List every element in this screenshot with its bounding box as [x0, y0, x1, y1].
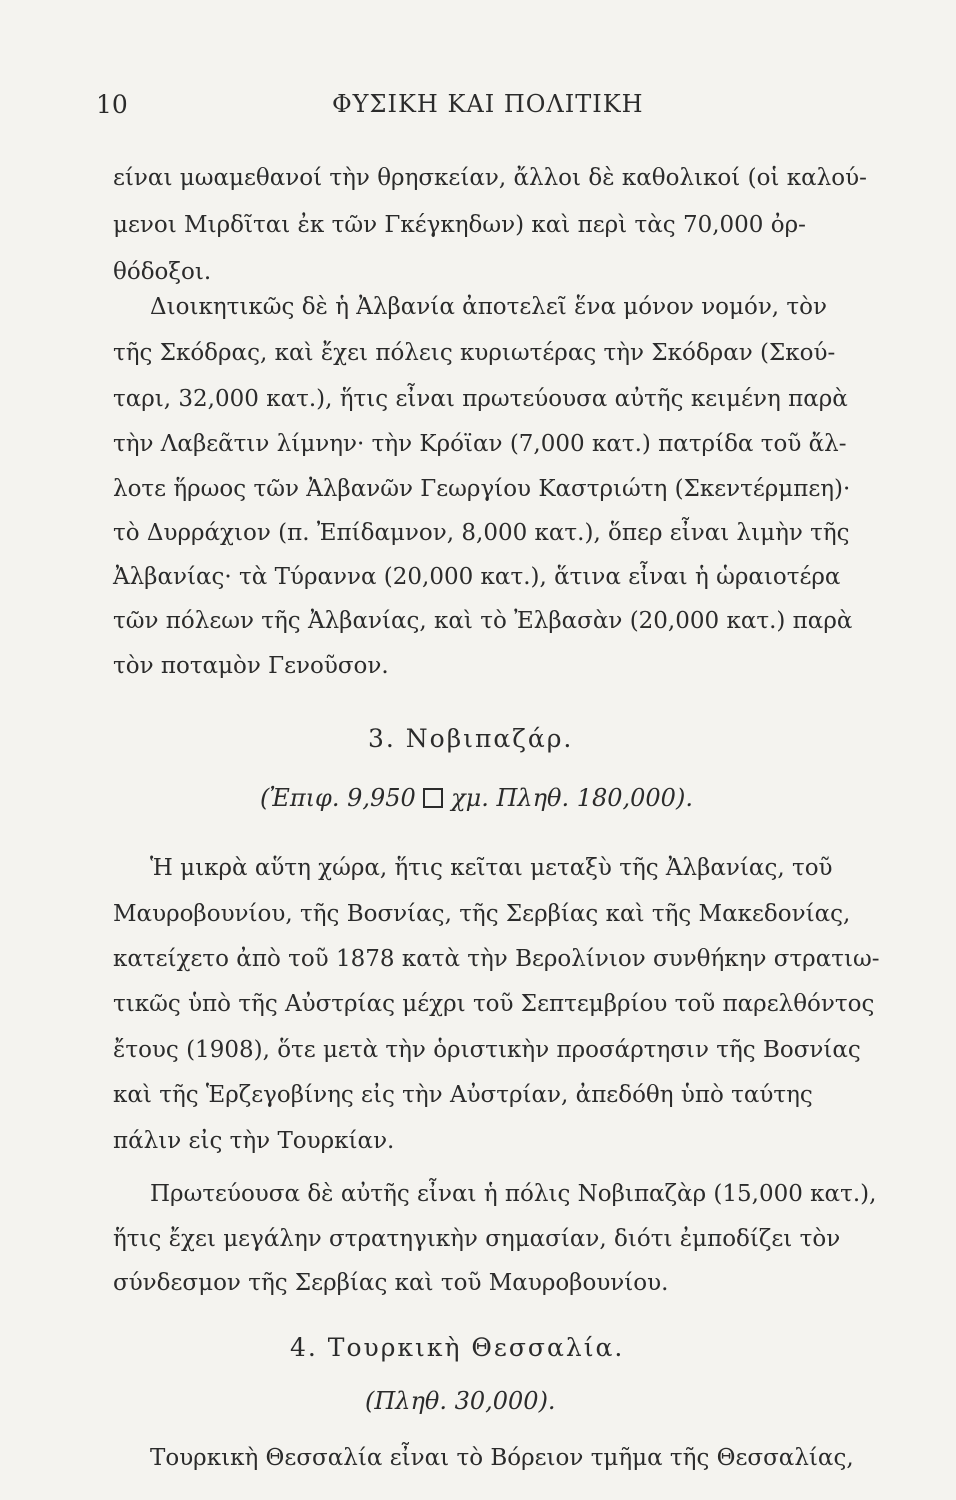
- page-number: 10: [96, 90, 128, 119]
- text-line: πάλιν εἰς τὴν Τουρκίαν.: [113, 1128, 395, 1154]
- section-meta: (Πληθ. 30,000).: [365, 1387, 556, 1415]
- text-line: τὴν Λαβεᾶτιν λίμνην· τὴν Κρόϊαν (7,000 κατ.) πατρίδα τοῦ ἄλ-: [113, 431, 847, 457]
- text-line: Ἀλβανίας· τὰ Τύραννα (20,000 κατ.), ἅτινα εἶναι ἡ ὡραιοτέρα: [113, 564, 841, 590]
- running-title: ΦΥΣΙΚΗ ΚΑΙ ΠΟΛΙΤΙΚΗ: [332, 90, 644, 118]
- text-line: τῆς Σκόδρας, καὶ ἔχει πόλεις κυριωτέρας τὴν Σκόδραν (Σκού-: [113, 340, 836, 366]
- text-line: ταρι, 32,000 κατ.), ἥτις εἶναι πρωτεύουσα αὐτῆς κειμένη παρὰ: [113, 386, 848, 412]
- text-line: Μαυροβουνίου, τῆς Βοσνίας, τῆς Σερβίας καὶ τῆς Μακεδονίας,: [113, 901, 851, 927]
- square-symbol-icon: [423, 788, 443, 808]
- text-line: τῶν πόλεων τῆς Ἀλβανίας, καὶ τὸ Ἐλβασὰν (20,000 κατ.) παρὰ: [113, 608, 853, 634]
- section-title: 4. Τουρκικὴ Θεσσαλία.: [290, 1333, 625, 1362]
- text-line: Ἡ μικρὰ αὕτη χώρα, ἥτις κεῖται μεταξὺ τῆς Ἀλβανίας, τοῦ: [150, 855, 833, 881]
- text-line: τικῶς ὑπὸ τῆς Αὐστρίας μέχρι τοῦ Σεπτεμβρίου τοῦ παρελθόντος: [113, 991, 875, 1017]
- text-line: τὸ Δυρράχιον (π. Ἐπίδαμνον, 8,000 κατ.), ὅπερ εἶναι λιμὴν τῆς: [113, 520, 850, 546]
- section-meta: [260, 784, 693, 812]
- text-line: θόδοξοι.: [113, 259, 212, 285]
- text-line: καὶ τῆς Ἑρζεγοβίνης εἰς τὴν Αὐστρίαν, ἀπεδόθη ὑπὸ ταύτης: [113, 1082, 813, 1108]
- text-line: ἔτους (1908), ὅτε μετὰ τὴν ὁριστικὴν προσάρτησιν τῆς Βοσνίας: [113, 1037, 861, 1063]
- area-label: (Ἐπιφ. 9,950: [260, 784, 416, 812]
- text-line: είναι μωαμεθανοί τὴν θρησκείαν, ἄλλοι δὲ καθολικοί (οἱ καλού-: [113, 165, 867, 191]
- text-line: κατείχετο ἀπὸ τοῦ 1878 κατὰ τὴν Βερολίνιον συνθήκην στρατιω-: [113, 946, 880, 972]
- text-line: τὸν ποταμὸν Γενοῦσον.: [113, 653, 389, 679]
- text-line: Πρωτεύουσα δὲ αὐτῆς εἶναι ἡ πόλις Νοβιπαζὰρ (15,000 κατ.),: [150, 1181, 877, 1207]
- page-header: [96, 90, 696, 130]
- text-line: ἥτις ἔχει μεγάλην στρατηγικὴν σημασίαν, διότι ἐμποδίζει τὸν: [113, 1226, 841, 1252]
- text-line: Τουρκικὴ Θεσσαλία εἶναι τὸ Βόρειον τμῆμα τῆς Θεσσαλίας,: [150, 1445, 854, 1471]
- text-line: μενοι Μιρδῖται ἐκ τῶν Γκέγκηδων) καὶ περὶ τὰς 70,000 ὀρ-: [113, 212, 806, 238]
- text-line: λοτε ἥρωος τῶν Ἀλβανῶν Γεωργίου Καστριώτη (Σκεντέρμπεη)·: [113, 476, 851, 502]
- population-label: χμ. Πληθ. 180,000).: [451, 784, 693, 812]
- section-title: 3. Νοβιπαζάρ.: [368, 724, 574, 753]
- text-line: Διοικητικῶς δὲ ἡ Ἀλβανία ἀποτελεῖ ἕνα μόνον νομόν, τὸν: [150, 294, 827, 320]
- text-line: σύνδεσμον τῆς Σερβίας καὶ τοῦ Μαυροβουνίου.: [113, 1270, 669, 1296]
